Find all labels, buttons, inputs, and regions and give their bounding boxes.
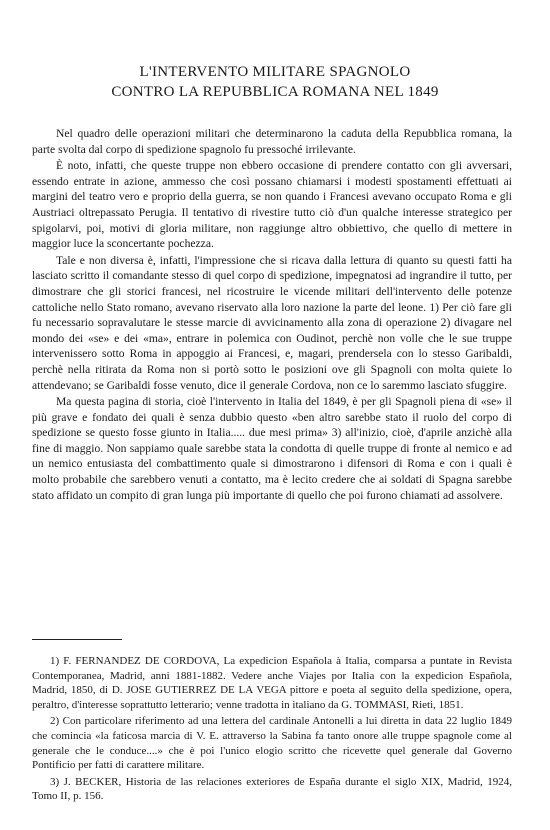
footnotes	[32, 654, 512, 806]
article-body	[32, 126, 512, 503]
article-title	[0, 62, 550, 102]
footnote: 2) Con particolare riferimento ad una lettera del cardinale Antonelli a lui diretta in data 22 luglio 1849 che comincia «la faticosa marcia di V. E. attraverso la Sabina fa tanto onore alle truppe spagnole come al generale che le conduce....» che è poi l'unico elogio scritto che ricevette quel generale dal Governo Pontificio per fatti di carattere militare.	[32, 715, 512, 772]
footnote-divider	[32, 639, 122, 640]
paragraph: Ma questa pagina di storia, cioè l'intervento in Italia del 1849, è per gli Spagnoli piena di «se» il più grave e fondato dei quali è senza dubbio questo «ben altro sarebbe stato il ruolo del corpo di spedizione se questo fosse giunto in Italia..... due mesi prima» 3) all'inizio, cioè, d'aprile anzichè alla fine di maggio. Non sappiamo quale sarebbe stata la condotta di quelle truppe di fronte al nemico e ad un nemico entusiasta del combattimento quale si dimostrarono i difensori di Roma e con i quali è molto probabile che sarebbero venuti a contatto, ma è lecito credere che ai soldati di Spagna sarebbe stato affidato un compito di gran lunga più importante di quello che poi furono chiamati ad assolvere.	[32, 395, 512, 502]
footnote: 3) J. BECKER, Historia de las relaciones exteriores de España durante el siglo XIX, Madrid, 1924, Tomo II, p. 156.	[32, 775, 512, 803]
paragraph: È noto, infatti, che queste truppe non ebbero occasione di prendere contatto con gli avversari, essendo entrate in azione, ammesso che così possano chiamarsi i modesti spostamenti effettuati ai margini del teatro vero e proprio della guerra, se non quando i Francesi avevano occupato Roma e gli Austriaci oltrepassato Perugia. Il tentativo di rivestire tutto ciò d'un qualche interesse strategico per spigolarvi, poi, motivi di gloria militare, non raggiunge altro obbiettivo, che quello di mettere in maggior luce la sconcertante pochezza.	[32, 159, 512, 251]
title-line-2: CONTRO LA REPUBBLICA ROMANA NEL 1849	[111, 84, 439, 100]
paragraph: Nel quadro delle operazioni militari che determinarono la caduta della Repubblica romana, la parte svolta dal corpo di spedizione spagnolo fu pressoché irrilevante.	[32, 127, 512, 156]
title-line-1: L'INTERVENTO MILITARE SPAGNOLO	[139, 64, 411, 80]
paragraph: Tale e non diversa è, infatti, l'impressione che si ricava dalla lettura di quanto su questi fatti ha lasciato scritto il comandante stesso di quel corpo di spedizione, impegnatosi ad ingrandire il tutto, per dimostrare che gli storici francesi, nel ricostruire le vicende militari dell'intervento delle potenze cattoliche nello Stato romano, avevano riservato alla loro nazione la parte del leone. 1) Per ciò fare gli fu necessario sopravalutare le stesse marcie di avvicinamento alla zona di operazione 2) divagare nel mondo dei «se» e dei «ma», entrare in polemica con Oudinot, perchè non volle che le sue truppe intervenissero sotto Roma in appoggio ai Francesi, e, magari, prendersela con lo stesso Garibaldi, perchè nella ritirata da Roma non si portò sotto le posizioni ove gli Spagnoli con molta quiete lo attendevano; se Garibaldi fosse venuto, dice il generale Cordova, non ce lo saremmo lasciato sfuggire.	[32, 253, 512, 392]
footnote: 1) F. FERNANDEZ DE CORDOVA, La expedicion Española à Italia, comparsa a puntate in Revista Contemporanea, Madrid, anni 1881-1882. Vedere anche Viajes por Italia con la expedicion Española, Madrid, 1850, di D. JOSE GUTIERREZ DE LA VEGA pittore e poeta al seguito della spedizione, opera, peraltro, d'interesse soprattutto letterario; venne tradotta in italiano da G. TOMMASI, Rieti, 1851.	[32, 655, 512, 711]
